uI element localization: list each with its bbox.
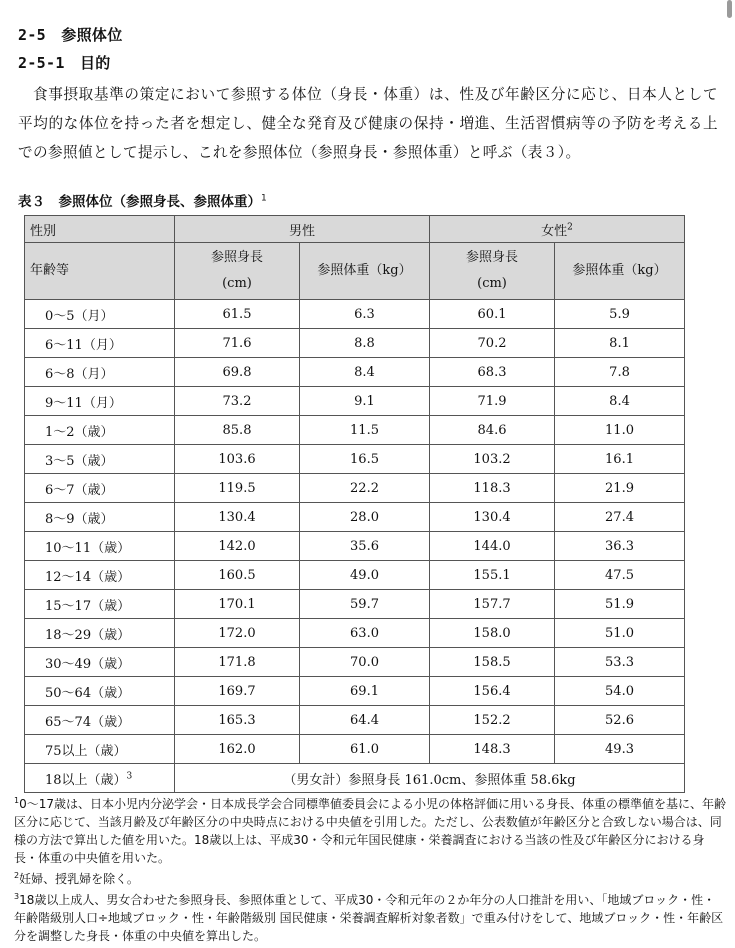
male-height-cell: 162.0 — [175, 735, 300, 764]
adult-summary-cell: （男女計）参照身長 161.0cm、参照体重 58.6kg — [175, 764, 685, 793]
male-weight-cell: 63.0 — [300, 619, 430, 648]
female-header-text: 女性 — [541, 223, 568, 239]
table-row — [25, 648, 685, 677]
female-weight-cell: 54.0 — [555, 677, 685, 706]
male-weight-cell: 49.0 — [300, 561, 430, 590]
female-height-cell: 144.0 — [430, 532, 555, 561]
table-title-text: 表３ 参照体位（参照身長、参照体重） — [18, 194, 261, 210]
male-weight-cell: 16.5 — [300, 445, 430, 474]
male-height-cell: 73.2 — [175, 387, 300, 416]
age-cell: 75以上（歳） — [25, 735, 175, 764]
footnote-mark: 3 — [14, 892, 20, 901]
table-row — [25, 358, 685, 387]
female-height-cell: 156.4 — [430, 677, 555, 706]
female-height-header — [430, 243, 555, 300]
male-height-cell: 170.1 — [175, 590, 300, 619]
female-height-label: 参照身長 — [466, 250, 519, 265]
table-row — [25, 735, 685, 764]
male-weight-cell: 11.5 — [300, 416, 430, 445]
adult-age-text: 18以上（歳） — [45, 772, 127, 788]
male-weight-cell: 61.0 — [300, 735, 430, 764]
male-height-cell: 71.6 — [175, 329, 300, 358]
male-height-cell: 103.6 — [175, 445, 300, 474]
male-height-cell: 142.0 — [175, 532, 300, 561]
sex-label: 性別 — [25, 216, 175, 243]
female-height-cell: 157.7 — [430, 590, 555, 619]
male-height-cell: 172.0 — [175, 619, 300, 648]
table-row — [25, 300, 685, 329]
male-weight-cell: 64.4 — [300, 706, 430, 735]
adult-age-cell — [25, 764, 175, 793]
female-height-cell: 152.2 — [430, 706, 555, 735]
female-weight-cell: 51.9 — [555, 590, 685, 619]
female-weight-cell: 27.4 — [555, 503, 685, 532]
header-row-sex — [25, 216, 685, 243]
female-header-note: 2 — [567, 222, 573, 233]
female-weight-cell: 47.5 — [555, 561, 685, 590]
female-weight-cell: 5.9 — [555, 300, 685, 329]
age-cell: 50～64（歳） — [25, 677, 175, 706]
footnote-text: 18歳以上成人、男女合わせた参照身長、参照体重として、平成30・令和元年の２か年分の人口推計を用い、「地域ブロック・性・年齢階級別人口÷地域ブロック・性・年齢階級別 国民健康・栄養調査解析対象者数」で重み付けをして、地域ブロック・性・年齢区分を調整した身長・体重の中央値を算出した。 — [14, 893, 724, 943]
male-height-cell: 169.7 — [175, 677, 300, 706]
female-weight-cell: 8.4 — [555, 387, 685, 416]
female-height-unit: (cm) — [477, 276, 507, 291]
male-weight-cell: 6.3 — [300, 300, 430, 329]
age-cell: 3～5（歳） — [25, 445, 175, 474]
table-row — [25, 329, 685, 358]
table-body — [25, 300, 685, 793]
female-weight-cell: 16.1 — [555, 445, 685, 474]
female-height-cell: 71.9 — [430, 387, 555, 416]
male-weight-cell: 28.0 — [300, 503, 430, 532]
female-weight-cell: 49.3 — [555, 735, 685, 764]
adult-summary-row — [25, 764, 685, 793]
table-row — [25, 474, 685, 503]
male-height-cell: 85.8 — [175, 416, 300, 445]
table-row — [25, 677, 685, 706]
age-label: 年齢等 — [25, 243, 175, 300]
male-height-cell: 61.5 — [175, 300, 300, 329]
female-height-cell: 155.1 — [430, 561, 555, 590]
age-cell: 6～8（月） — [25, 358, 175, 387]
male-weight-cell: 70.0 — [300, 648, 430, 677]
table-row — [25, 503, 685, 532]
male-header: 男性 — [175, 216, 430, 243]
age-cell: 18～29（歳） — [25, 619, 175, 648]
table-row — [25, 706, 685, 735]
reference-body-size-table — [24, 215, 685, 793]
age-cell: 12～14（歳） — [25, 561, 175, 590]
female-header — [430, 216, 685, 243]
female-weight-cell: 51.0 — [555, 619, 685, 648]
age-cell: 6～7（歳） — [25, 474, 175, 503]
male-height-cell: 119.5 — [175, 474, 300, 503]
female-height-cell: 68.3 — [430, 358, 555, 387]
footnote-3 — [14, 888, 726, 945]
female-height-cell: 103.2 — [430, 445, 555, 474]
male-height-label: 参照身長 — [210, 250, 263, 265]
footnote-mark: 1 — [14, 796, 20, 805]
female-weight-cell: 8.1 — [555, 329, 685, 358]
male-height-cell: 171.8 — [175, 648, 300, 677]
age-cell: 9～11（月） — [25, 387, 175, 416]
table-row — [25, 532, 685, 561]
male-height-cell: 69.8 — [175, 358, 300, 387]
female-weight-cell: 36.3 — [555, 532, 685, 561]
female-height-cell: 158.5 — [430, 648, 555, 677]
female-height-cell: 118.3 — [430, 474, 555, 503]
male-weight-cell: 69.1 — [300, 677, 430, 706]
section-heading: 2-5 参照体位 — [18, 26, 123, 44]
table-row — [25, 445, 685, 474]
male-height-cell: 165.3 — [175, 706, 300, 735]
header-row-measures — [25, 243, 685, 300]
male-height-cell: 160.5 — [175, 561, 300, 590]
footnote-1 — [14, 792, 726, 867]
footnotes — [14, 792, 726, 945]
female-weight-cell: 52.6 — [555, 706, 685, 735]
footnote-2 — [14, 867, 726, 888]
table-title — [18, 190, 267, 210]
female-height-cell: 84.6 — [430, 416, 555, 445]
female-height-cell: 158.0 — [430, 619, 555, 648]
female-height-cell: 60.1 — [430, 300, 555, 329]
male-height-header — [175, 243, 300, 300]
table-title-note: 1 — [261, 193, 267, 204]
age-cell: 8～9（歳） — [25, 503, 175, 532]
male-height-cell: 130.4 — [175, 503, 300, 532]
age-cell: 30～49（歳） — [25, 648, 175, 677]
age-cell: 15～17（歳） — [25, 590, 175, 619]
table-row — [25, 416, 685, 445]
age-cell: 0～5（月） — [25, 300, 175, 329]
subsection-heading: 2-5-1 目的 — [18, 54, 111, 72]
female-weight-cell: 21.9 — [555, 474, 685, 503]
female-height-cell: 130.4 — [430, 503, 555, 532]
male-weight-cell: 9.1 — [300, 387, 430, 416]
male-weight-cell: 8.8 — [300, 329, 430, 358]
female-weight-header: 参照体重（kg） — [555, 243, 685, 300]
age-cell: 6～11（月） — [25, 329, 175, 358]
adult-age-note: 3 — [126, 771, 133, 782]
scrollbar-thumb[interactable] — [727, 0, 732, 18]
male-weight-cell: 59.7 — [300, 590, 430, 619]
female-weight-cell: 7.8 — [555, 358, 685, 387]
footnote-text: 0～17歳は、日本小児内分泌学会・日本成長学会合同標準値委員会による小児の体格評価に用いる身長、体重の標準値を基に、年齢区分に応じて、当該月齢及び年齢区分の中央時点における中央値を引用した。ただし、公表数値が年齢区分と合致しない場合は、同様の方法で算出した値を用いた。18歳以上は、平成30・令和元年国民健康・栄養調査における当該の性及び年齢区分における身長・体重の中央値を用いた。 — [14, 797, 727, 865]
female-height-cell: 148.3 — [430, 735, 555, 764]
male-weight-cell: 8.4 — [300, 358, 430, 387]
male-height-unit: (cm) — [222, 276, 252, 291]
intro-paragraph: 食事摂取基準の策定において参照する体位（身長・体重）は、性及び年齢区分に応じ、日本人として平均的な体位を持った者を想定し、健全な発育及び健康の保持・増進、生活習慣病等の予防を考える上での参照値として提示し、これを参照体位（参照身長・参照体重）と呼ぶ（表３）。 — [18, 86, 718, 161]
table-row — [25, 590, 685, 619]
male-weight-header: 参照体重（kg） — [300, 243, 430, 300]
footnote-text: 妊婦、授乳婦を除く。 — [19, 872, 139, 886]
age-cell: 1～2（歳） — [25, 416, 175, 445]
table-row — [25, 561, 685, 590]
female-height-cell: 70.2 — [430, 329, 555, 358]
female-weight-cell: 53.3 — [555, 648, 685, 677]
male-weight-cell: 35.6 — [300, 532, 430, 561]
male-weight-cell: 22.2 — [300, 474, 430, 503]
age-cell: 10～11（歳） — [25, 532, 175, 561]
footnote-mark: 2 — [14, 871, 20, 880]
age-cell: 65～74（歳） — [25, 706, 175, 735]
table-row — [25, 619, 685, 648]
female-weight-cell: 11.0 — [555, 416, 685, 445]
table-row — [25, 387, 685, 416]
